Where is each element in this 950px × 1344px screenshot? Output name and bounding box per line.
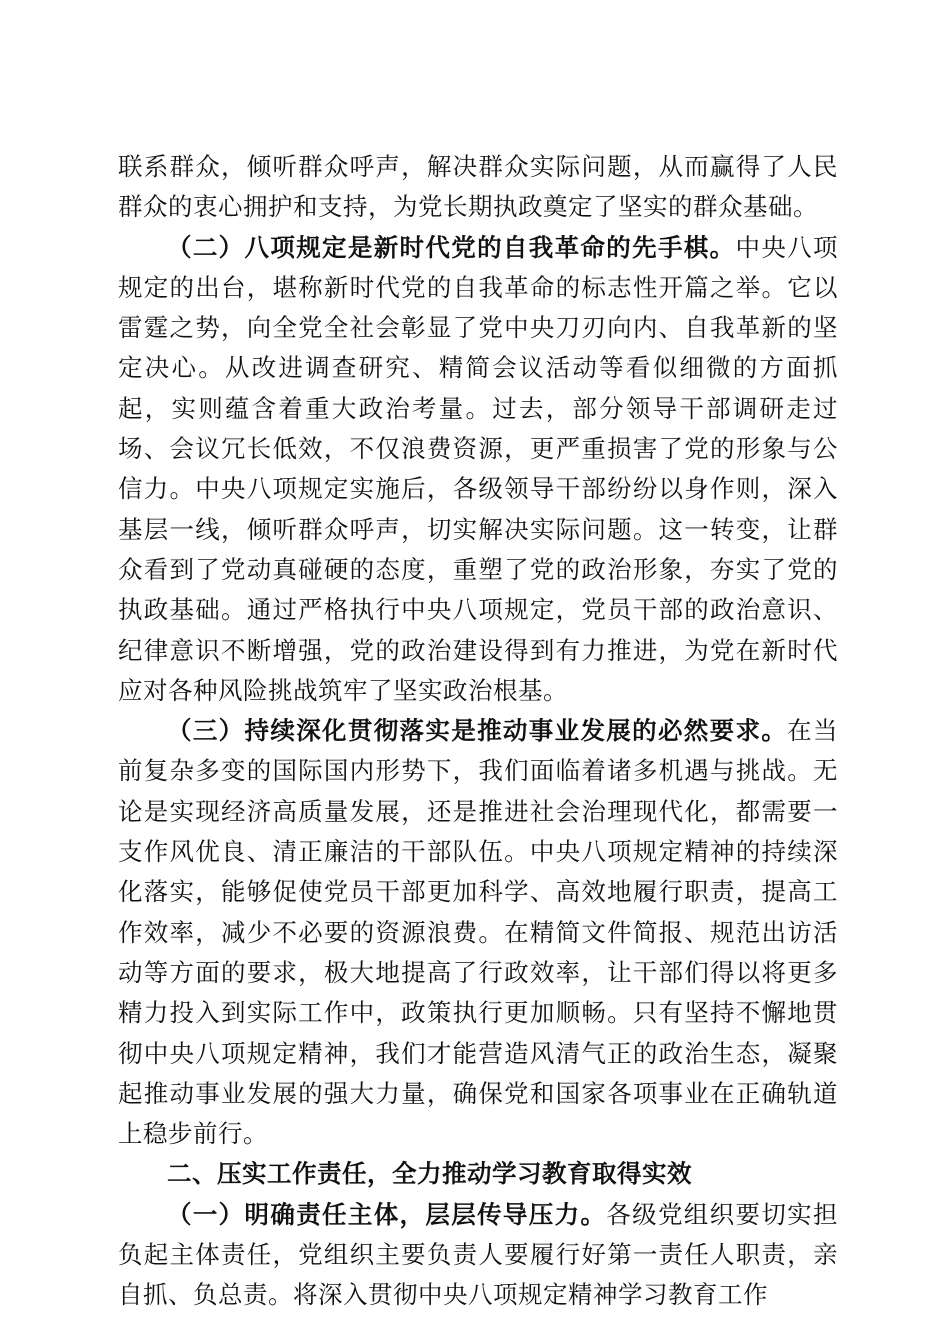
- paragraph-section-2: [118, 228, 838, 712]
- paragraph-text: 各级党组织要切实担负起主体责任，党组织主要负责人要履行好第一责任人职责，亲自抓、负总责。将深入贯彻中央八项规定精神学习教育工作: [118, 1199, 839, 1310]
- paragraph-text: 联系群众，倾听群众呼声，解决群众实际问题，从而赢得了人民群众的衷心拥护和支持，为党长期执政奠定了坚实的群众基础。: [118, 152, 838, 222]
- paragraph-lead-heading: （一）明确责任主体，层层传导压力。: [167, 1199, 607, 1229]
- paragraph-continuation: [118, 147, 838, 228]
- paragraph-subsection-1: [118, 1195, 838, 1316]
- paragraph-section-3: [118, 711, 838, 1154]
- paragraph-lead-heading: （二）八项规定是新时代党的自我革命的先手棋。: [167, 232, 736, 262]
- document-body: [118, 147, 838, 1316]
- paragraph-text: 在当前复杂多变的国际国内形势下，我们面临着诸多机遇与挑战。无论是实现经济高质量发展，还是推进社会治理现代化，都需要一支作风优良、清正廉洁的干部队伍。中央八项规定精神的持续深化落实，能够促使党员干部更加科学、高效地履行职责，提高工作效率，减少不必要的资源浪费。在精简文件简报、规范出访活动等方面的要求，极大地提高了行政效率，让干部们得以将更多精力投入到实际工作中，政策执行更加顺畅。只有坚持不懈地贯彻中央八项规定精神，我们才能营造风清气正的政治生态，凝聚起推动事业发展的强大力量，确保党和国家各项事业在正确轨道上稳步前行。: [118, 716, 839, 1149]
- paragraph-lead-heading: （三）持续深化贯彻落实是推动事业发展的必然要求。: [167, 716, 788, 746]
- section-heading: 二、压实工作责任，全力推动学习教育取得实效: [167, 1159, 692, 1189]
- paragraph-text: 中央八项规定的出台，堪称新时代党的自我革命的标志性开篇之举。它以雷霆之势，向全党全社会彰显了党中央刀刃向内、自我革新的坚定决心。从改进调查研究、精简会议活动等看似细微的方面抓起，实则蕴含着重大政治考量。过去，部分领导干部调研走过场、会议冗长低效，不仅浪费资源，更严重损害了党的形象与公信力。中央八项规定实施后，各级领导干部纷纷以身作则，深入基层一线，倾听群众呼声，切实解决实际问题。这一转变，让群众看到了党动真碰硬的态度，重塑了党的政治形象，夯实了党的执政基础。通过严格执行中央八项规定，党员干部的政治意识、纪律意识不断增强，党的政治建设得到有力推进，为党在新时代应对各种风险挑战筑牢了坚实政治根基。: [118, 232, 839, 705]
